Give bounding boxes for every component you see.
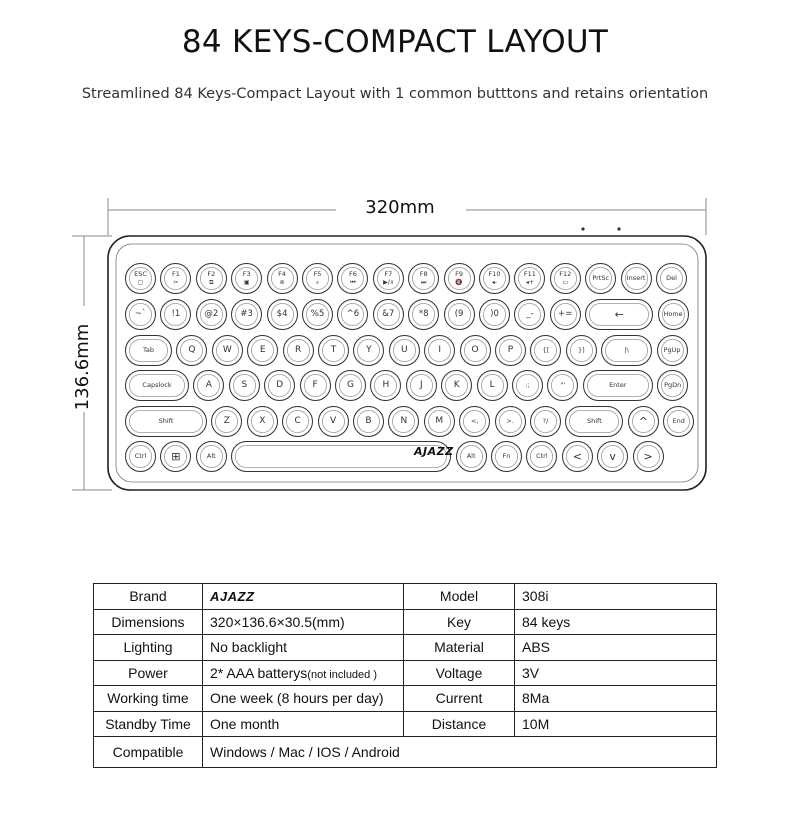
key-1-2[interactable]: @2 bbox=[196, 299, 227, 330]
key-5-4[interactable]: Alt bbox=[456, 441, 487, 472]
model-value: 308i bbox=[515, 584, 717, 610]
key-2-12[interactable]: }] bbox=[566, 335, 597, 366]
table-row bbox=[94, 584, 717, 610]
key-0-5[interactable]: F5 ⌕ bbox=[302, 263, 333, 294]
table-row bbox=[94, 609, 717, 635]
key-0-4[interactable]: F4 ⊚ bbox=[267, 263, 298, 294]
key-0-8[interactable]: F8 ⏭ bbox=[408, 263, 439, 294]
key-5-6[interactable]: Ctrl bbox=[526, 441, 557, 472]
distance-value: 10M bbox=[515, 711, 717, 737]
key-5-2[interactable]: Alt bbox=[196, 441, 227, 472]
width-dimension: 320mm bbox=[355, 197, 445, 218]
table-row bbox=[94, 660, 717, 686]
key-5-0[interactable]: Ctrl bbox=[125, 441, 156, 472]
key-0-14[interactable]: Insert bbox=[621, 263, 652, 294]
key-5-1[interactable]: ⊞ bbox=[160, 441, 191, 472]
key-4-3[interactable]: C bbox=[282, 406, 313, 437]
key-1-4[interactable]: $4 bbox=[267, 299, 298, 330]
key-4-4[interactable]: V bbox=[318, 406, 349, 437]
key-2-8[interactable]: I bbox=[424, 335, 455, 366]
key-2-10[interactable]: P bbox=[495, 335, 526, 366]
current-value: 8Ma bbox=[515, 686, 717, 712]
height-dimension: 136.6mm bbox=[72, 323, 93, 411]
key-3-2[interactable]: S bbox=[229, 370, 260, 401]
key-1-14[interactable]: Home bbox=[658, 299, 689, 330]
standby-time-label: Standby Time bbox=[94, 711, 203, 737]
compatible-value: Windows / Mac / IOS / Android bbox=[203, 737, 717, 768]
key-1-7[interactable]: &7 bbox=[373, 299, 404, 330]
key-4-0[interactable]: Shift bbox=[125, 406, 207, 437]
model-label: Model bbox=[404, 584, 515, 610]
key-3-8[interactable]: K bbox=[441, 370, 472, 401]
key-0-0[interactable]: ESC ◻ bbox=[125, 263, 156, 294]
power-value-main: 2* AAA batterys bbox=[210, 664, 308, 681]
key-0-7[interactable]: F7 ▶/॥ bbox=[373, 263, 404, 294]
key-0-1[interactable]: F1 ✂ bbox=[160, 263, 191, 294]
dimensions-value: 320×136.6×30.5(mm) bbox=[203, 609, 404, 635]
key-3-12[interactable]: Enter bbox=[583, 370, 653, 401]
key-3-6[interactable]: H bbox=[370, 370, 401, 401]
lighting-label: Lighting bbox=[94, 635, 203, 661]
key-1-9[interactable]: (9 bbox=[444, 299, 475, 330]
key-value: 84 keys bbox=[515, 609, 717, 635]
key-0-13[interactable]: PrtSc bbox=[585, 263, 616, 294]
key-2-1[interactable]: Q bbox=[176, 335, 207, 366]
key-0-3[interactable]: F3 ▣ bbox=[231, 263, 262, 294]
key-0-9[interactable]: F9 🔇 bbox=[444, 263, 475, 294]
key-3-5[interactable]: G bbox=[335, 370, 366, 401]
key-2-9[interactable]: O bbox=[460, 335, 491, 366]
key-4-9[interactable]: >. bbox=[495, 406, 526, 437]
key-2-6[interactable]: Y bbox=[353, 335, 384, 366]
key-3-9[interactable]: L bbox=[477, 370, 508, 401]
voltage-value: 3V bbox=[515, 660, 717, 686]
key-3-4[interactable]: F bbox=[300, 370, 331, 401]
key-5-8[interactable]: v bbox=[597, 441, 628, 472]
key-4-13[interactable]: End bbox=[663, 406, 694, 437]
table-row bbox=[94, 635, 717, 661]
key-5-9[interactable]: > bbox=[633, 441, 664, 472]
working-time-value: One week (8 hours per day) bbox=[203, 686, 404, 712]
key-3-1[interactable]: A bbox=[193, 370, 224, 401]
material-value: ABS bbox=[515, 635, 717, 661]
key-1-3[interactable]: #3 bbox=[231, 299, 262, 330]
key-3-0[interactable]: Capslock bbox=[125, 370, 189, 401]
key-0-11[interactable]: F11 ◂+ bbox=[514, 263, 545, 294]
key-0-12[interactable]: F12 ▭ bbox=[550, 263, 581, 294]
key-5-7[interactable]: < bbox=[562, 441, 593, 472]
key-0-2[interactable]: F2 ⧉ bbox=[196, 263, 227, 294]
key-4-10[interactable]: ?/ bbox=[530, 406, 561, 437]
key-3-3[interactable]: D bbox=[264, 370, 295, 401]
distance-label: Distance bbox=[404, 711, 515, 737]
key-1-12[interactable]: += bbox=[550, 299, 581, 330]
power-label: Power bbox=[94, 660, 203, 686]
key-4-11[interactable]: Shift bbox=[565, 406, 623, 437]
brand-value: AJAZZ bbox=[203, 584, 404, 610]
key-2-13[interactable]: |\ bbox=[601, 335, 652, 366]
key-2-2[interactable]: W bbox=[212, 335, 243, 366]
key-2-0[interactable]: Tab bbox=[125, 335, 172, 366]
spec-table bbox=[93, 583, 717, 768]
key-3-11[interactable]: "' bbox=[547, 370, 578, 401]
key-0-6[interactable]: F6 ⏮ bbox=[337, 263, 368, 294]
key-2-7[interactable]: U bbox=[389, 335, 420, 366]
key-1-8[interactable]: *8 bbox=[408, 299, 439, 330]
working-time-label: Working time bbox=[94, 686, 203, 712]
key-1-13[interactable]: ← bbox=[585, 299, 653, 330]
key-0-15[interactable]: Del bbox=[656, 263, 687, 294]
key-4-5[interactable]: B bbox=[353, 406, 384, 437]
power-value bbox=[203, 660, 404, 686]
key-3-10[interactable]: :; bbox=[512, 370, 543, 401]
table-row bbox=[94, 737, 717, 768]
key-label: Key bbox=[404, 609, 515, 635]
key-1-5[interactable]: %5 bbox=[302, 299, 333, 330]
key-3-13[interactable]: PgDn bbox=[657, 370, 688, 401]
brand-label: Brand bbox=[94, 584, 203, 610]
key-1-6[interactable]: ^6 bbox=[337, 299, 368, 330]
key-4-2[interactable]: X bbox=[247, 406, 278, 437]
key-0-10[interactable]: F10 ◂- bbox=[479, 263, 510, 294]
table-row bbox=[94, 711, 717, 737]
page-title: 84 KEYS-COMPACT LAYOUT bbox=[181, 24, 609, 60]
key-2-4[interactable]: R bbox=[283, 335, 314, 366]
page-subtitle: Streamlined 84 Keys-Compact Layout with 1 common butttons and retains orientation bbox=[81, 86, 709, 102]
key-2-11[interactable]: {[ bbox=[530, 335, 561, 366]
key-1-11[interactable]: _- bbox=[514, 299, 545, 330]
key-4-6[interactable]: N bbox=[388, 406, 419, 437]
material-label: Material bbox=[404, 635, 515, 661]
key-2-3[interactable]: E bbox=[247, 335, 278, 366]
table-row bbox=[94, 686, 717, 712]
key-4-12[interactable]: ^ bbox=[628, 406, 659, 437]
key-1-0[interactable]: ~` bbox=[125, 299, 156, 330]
key-4-8[interactable]: <, bbox=[459, 406, 490, 437]
key-1-1[interactable]: !1 bbox=[160, 299, 191, 330]
current-label: Current bbox=[404, 686, 515, 712]
key-4-1[interactable]: Z bbox=[211, 406, 242, 437]
lighting-value: No backlight bbox=[203, 635, 404, 661]
key-2-5[interactable]: T bbox=[318, 335, 349, 366]
key-4-7[interactable]: M bbox=[424, 406, 455, 437]
voltage-label: Voltage bbox=[404, 660, 515, 686]
key-2-14[interactable]: PgUp bbox=[657, 335, 688, 366]
standby-time-value: One month bbox=[203, 711, 404, 737]
key-5-5[interactable]: Fn bbox=[491, 441, 522, 472]
key-3-7[interactable]: J bbox=[406, 370, 437, 401]
dimensions-label: Dimensions bbox=[94, 609, 203, 635]
keyboard-logo: AJAZZ bbox=[414, 445, 454, 458]
power-value-note: (not included ) bbox=[307, 668, 378, 681]
key-1-10[interactable]: )0 bbox=[479, 299, 510, 330]
compatible-label: Compatible bbox=[94, 737, 203, 768]
